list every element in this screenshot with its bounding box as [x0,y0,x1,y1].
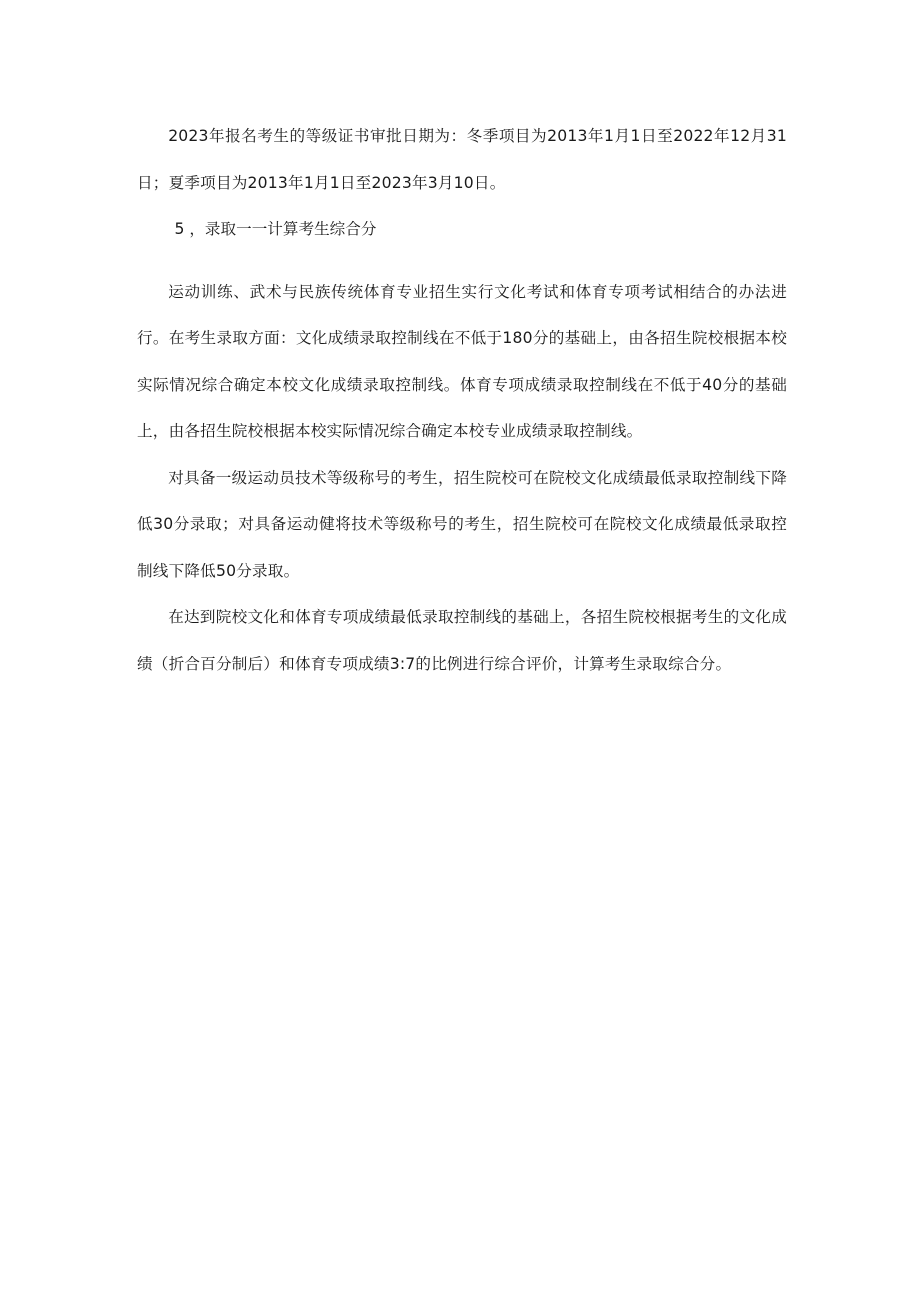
paragraph-score-reduction: 对具备一级运动员技术等级称号的考生，招生院校可在院校文化成绩最低录取控制线下降低30分录取；对具备运动健将技术等级称号的考生，招生院校可在院校文化成绩最低录取控制线下降低50分录取。 [137,468,787,580]
paragraph-admission-method: 运动训练、武术与民族传统体育专业招生实行文化考试和体育专项考试相结合的办法进行。在考生录取方面：文化成绩录取控制线在不低于180分的基础上，由各招生院校根据本校实际情况综合确定本校文化成绩录取控制线。体育专项成绩录取控制线在不低于40分的基础上，由各招生院校根据本校实际情况综合确定本校专业成绩录取控制线。 [137,282,787,440]
document-body [137,113,787,687]
paragraph-approval-dates: 2023年报名考生的等级证书审批日期为：冬季项目为2013年1月1日至2022年12月31日；夏季项目为2013年1月1日至2023年3月10日。 [137,127,787,192]
paragraph-composite-score: 在达到院校文化和体育专项成绩最低录取控制线的基础上，各招生院校根据考生的文化成绩（折合百分制后）和体育专项成绩3:7的比例进行综合评价，计算考生录取综合分。 [137,608,787,673]
section-heading: 5 ，录取一一计算考生综合分 [174,220,377,238]
